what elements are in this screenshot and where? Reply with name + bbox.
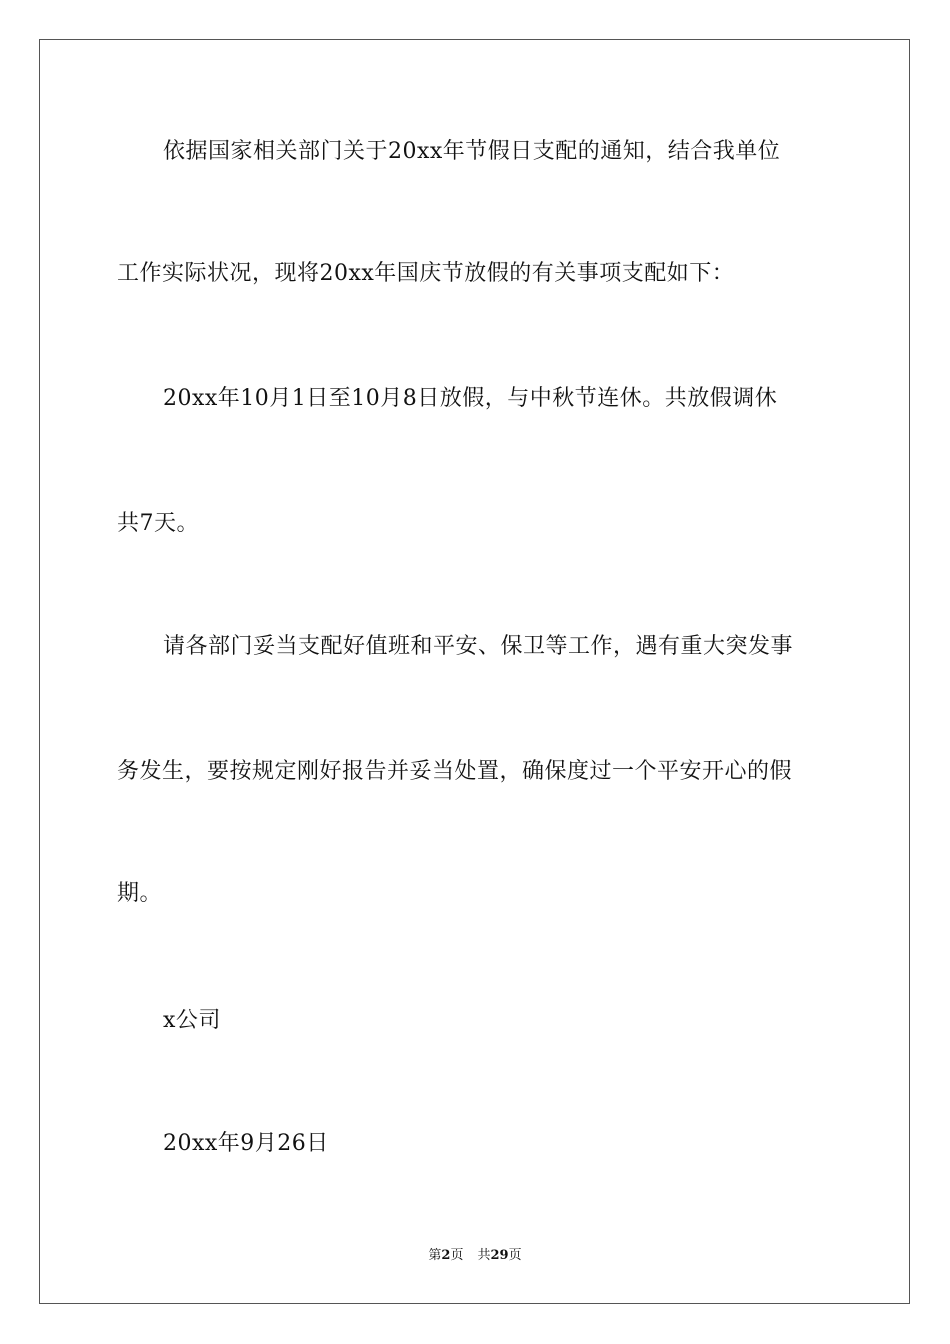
- page-suffix: 页: [450, 1248, 464, 1263]
- total-prefix: 共: [477, 1248, 491, 1263]
- page-number: 2: [441, 1248, 451, 1263]
- paragraph-1-line-1: 依据国家相关部门关于20xx年节假日支配的通知，结合我单位: [163, 139, 781, 164]
- paragraph-2-line-1: 20xx年10月1日至10月8日放假，与中秋节连休。共放假调休: [163, 386, 778, 411]
- total-suffix: 页: [508, 1248, 522, 1263]
- paragraph-2-line-2: 共7天。: [117, 511, 199, 536]
- paragraph-3-line-3: 期。: [117, 881, 163, 906]
- document-date: 20xx年9月26日: [163, 1131, 329, 1156]
- page-footer: [0, 1246, 950, 1266]
- page-prefix: 第: [428, 1248, 442, 1263]
- paragraph-3-line-2: 务发生，要按规定刚好报告并妥当处置，确保度过一个平安开心的假: [117, 759, 793, 784]
- company-signature: x公司: [163, 1008, 221, 1033]
- paragraph-3-line-1: 请各部门妥当支配好值班和平安、保卫等工作，遇有重大突发事: [163, 634, 794, 659]
- page-frame: [39, 39, 910, 1304]
- total-pages: 29: [490, 1248, 509, 1263]
- paragraph-1-line-2: 工作实际状况，现将20xx年国庆节放假的有关事项支配如下：: [117, 261, 735, 286]
